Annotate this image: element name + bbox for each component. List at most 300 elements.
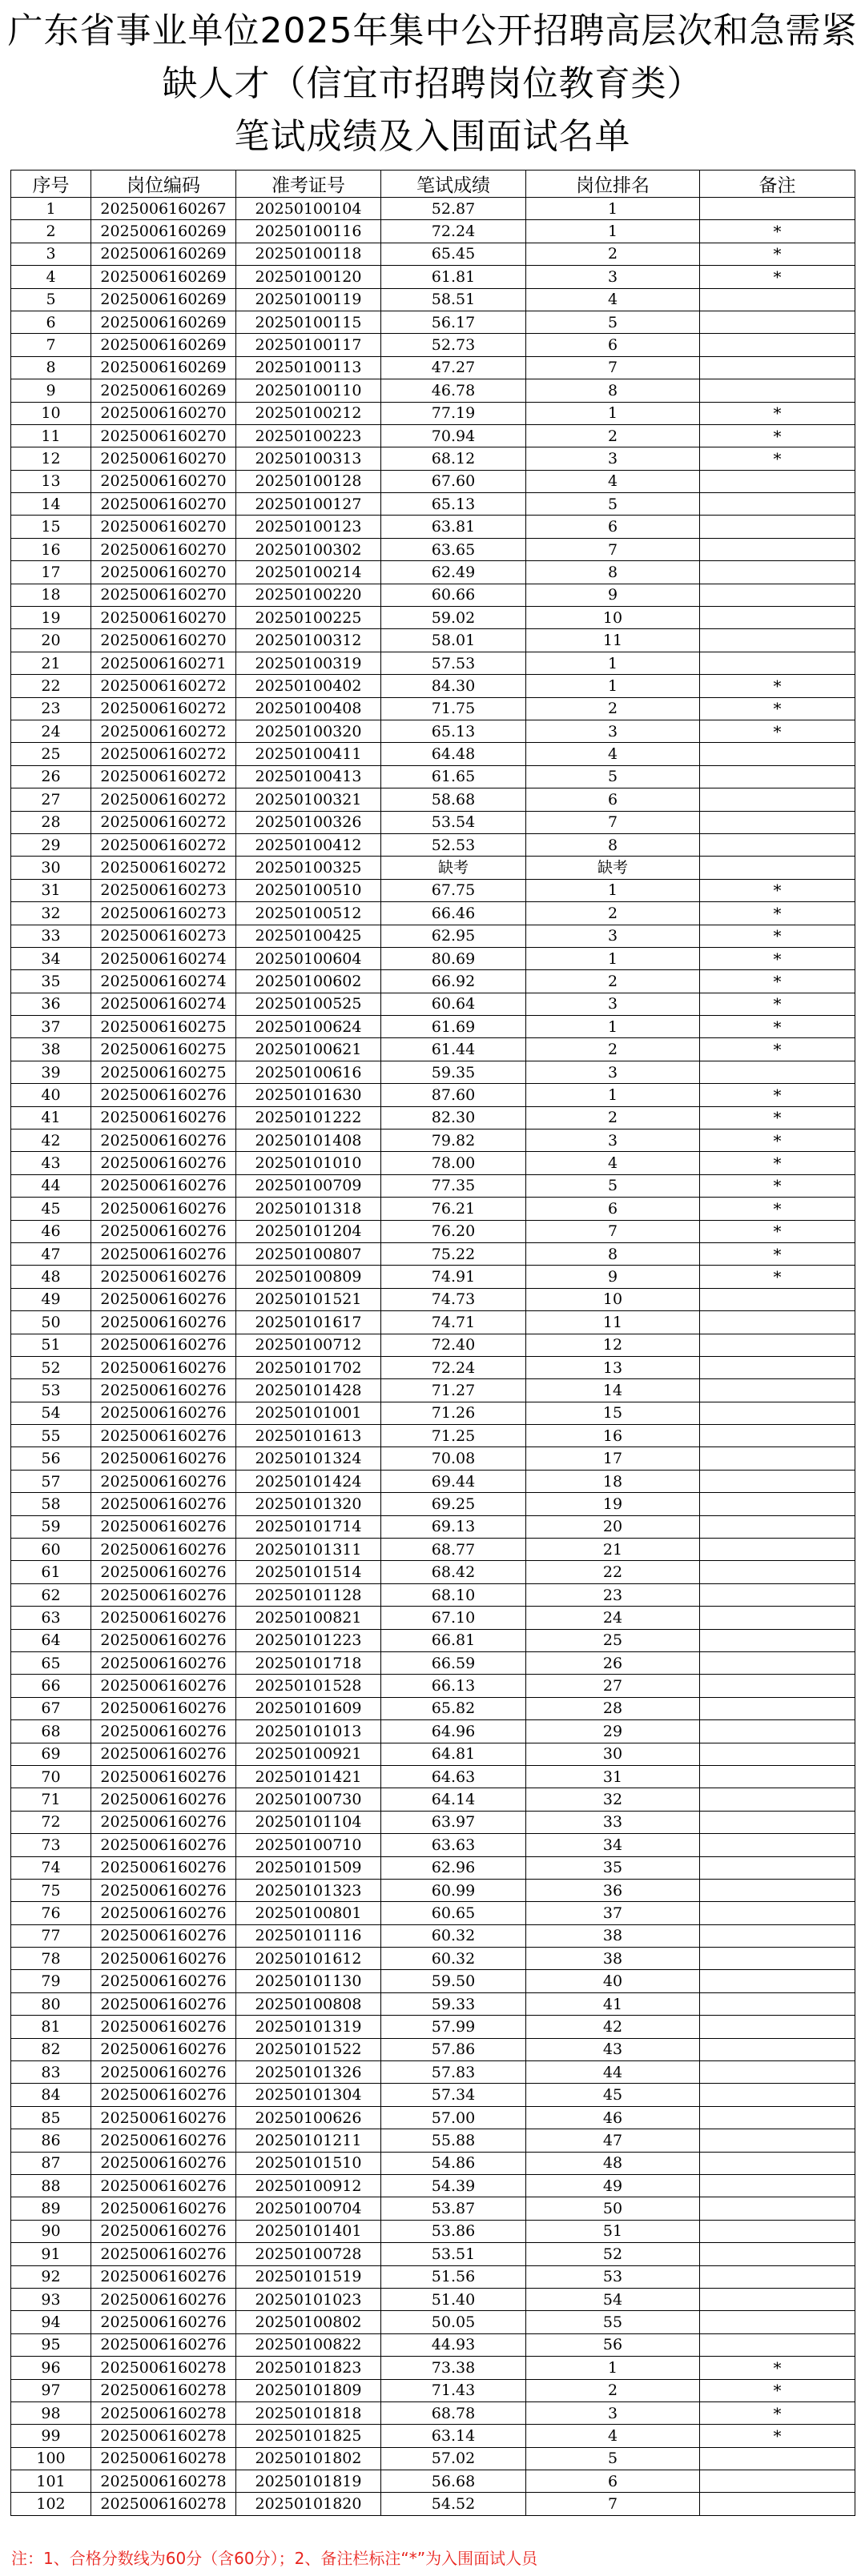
- cell-position-rank: 23: [526, 1583, 700, 1606]
- cell-written-score: 52.87: [381, 198, 526, 220]
- cell-position-code: 2025006160276: [91, 1198, 236, 1220]
- cell-ticket-number: 20250100117: [236, 334, 381, 356]
- cell-written-score: 67.10: [381, 1607, 526, 1629]
- cell-position-rank: 6: [526, 1198, 700, 1220]
- cell-written-score: 62.96: [381, 1856, 526, 1879]
- cell-serial: 101: [11, 2470, 91, 2493]
- cell-remarks: *: [700, 720, 855, 742]
- cell-position-code: 2025006160274: [91, 947, 236, 969]
- cell-position-rank: 15: [526, 1402, 700, 1424]
- table-row: [11, 2311, 855, 2333]
- cell-serial: 7: [11, 334, 91, 356]
- cell-ticket-number: 20250100118: [236, 243, 381, 265]
- cell-ticket-number: 20250100802: [236, 2311, 381, 2333]
- cell-serial: 17: [11, 561, 91, 584]
- cell-ticket-number: 20250101320: [236, 1493, 381, 1515]
- cell-serial: 51: [11, 1334, 91, 1356]
- cell-serial: 56: [11, 1447, 91, 1470]
- cell-serial: 88: [11, 2174, 91, 2197]
- cell-serial: 81: [11, 2016, 91, 2038]
- table-row: [11, 1515, 855, 1538]
- cell-position-code: 2025006160276: [91, 1493, 236, 1515]
- cell-position-code: 2025006160276: [91, 2333, 236, 2356]
- cell-remarks: [700, 1515, 855, 1538]
- cell-serial: 29: [11, 833, 91, 856]
- cell-position-rank: 1: [526, 1084, 700, 1106]
- table-row: [11, 1084, 855, 1106]
- cell-ticket-number: 20250100113: [236, 356, 381, 379]
- cell-position-code: 2025006160276: [91, 1130, 236, 1152]
- cell-serial: 96: [11, 2357, 91, 2379]
- cell-remarks: [700, 1856, 855, 1879]
- cell-position-rank: 1: [526, 402, 700, 424]
- cell-serial: 67: [11, 1697, 91, 1719]
- cell-serial: 73: [11, 1834, 91, 1856]
- cell-remarks: *: [700, 402, 855, 424]
- cell-serial: 40: [11, 1084, 91, 1106]
- cell-position-rank: 49: [526, 2174, 700, 2197]
- table-row: [11, 2333, 855, 2356]
- table-row: [11, 2106, 855, 2129]
- cell-remarks: *: [700, 697, 855, 720]
- cell-ticket-number: 20250100822: [236, 2333, 381, 2356]
- cell-position-rank: 56: [526, 2333, 700, 2356]
- cell-ticket-number: 20250101612: [236, 1948, 381, 1970]
- header-serial: 序号: [11, 171, 91, 198]
- cell-ticket-number: 20250101510: [236, 2152, 381, 2174]
- table-row: [11, 811, 855, 833]
- cell-ticket-number: 20250100402: [236, 675, 381, 697]
- cell-position-rank: 5: [526, 765, 700, 788]
- cell-remarks: [700, 2038, 855, 2060]
- cell-serial: 90: [11, 2220, 91, 2242]
- cell-written-score: 61.44: [381, 1038, 526, 1061]
- cell-position-code: 2025006160273: [91, 879, 236, 901]
- table-row: [11, 2265, 855, 2288]
- table-row: [11, 1788, 855, 1811]
- cell-serial: 53: [11, 1379, 91, 1402]
- table-row: [11, 2379, 855, 2401]
- cell-remarks: *: [700, 220, 855, 243]
- cell-written-score: 70.94: [381, 424, 526, 447]
- cell-ticket-number: 20250101702: [236, 1356, 381, 1378]
- cell-remarks: *: [700, 1016, 855, 1038]
- cell-position-code: 2025006160276: [91, 1583, 236, 1606]
- cell-written-score: 61.65: [381, 765, 526, 788]
- cell-position-code: 2025006160270: [91, 629, 236, 652]
- table-row: [11, 1697, 855, 1719]
- table-row: [11, 765, 855, 788]
- cell-written-score: 68.12: [381, 447, 526, 470]
- cell-remarks: [700, 2493, 855, 2515]
- cell-serial: 98: [11, 2401, 91, 2424]
- cell-ticket-number: 20250100604: [236, 947, 381, 969]
- cell-serial: 70: [11, 1765, 91, 1788]
- table-row: [11, 993, 855, 1015]
- cell-remarks: [700, 1948, 855, 1970]
- cell-written-score: 65.13: [381, 720, 526, 742]
- cell-serial: 64: [11, 1629, 91, 1651]
- cell-remarks: [700, 1992, 855, 2015]
- cell-position-code: 2025006160269: [91, 220, 236, 243]
- cell-serial: 1: [11, 198, 91, 220]
- cell-position-rank: 2: [526, 697, 700, 720]
- cell-ticket-number: 20250101128: [236, 1583, 381, 1606]
- cell-written-score: 63.14: [381, 2425, 526, 2447]
- cell-position-code: 2025006160270: [91, 538, 236, 560]
- cell-position-rank: 9: [526, 584, 700, 606]
- cell-written-score: 53.87: [381, 2197, 526, 2220]
- cell-position-rank: 8: [526, 833, 700, 856]
- cell-written-score: 65.45: [381, 243, 526, 265]
- cell-remarks: [700, 1788, 855, 1811]
- cell-position-code: 2025006160276: [91, 1948, 236, 1970]
- cell-position-rank: 50: [526, 2197, 700, 2220]
- cell-remarks: [700, 2084, 855, 2106]
- cell-serial: 92: [11, 2265, 91, 2288]
- cell-position-rank: 5: [526, 2447, 700, 2470]
- table-row: [11, 1561, 855, 1583]
- cell-written-score: 63.81: [381, 516, 526, 538]
- table-row: [11, 925, 855, 947]
- cell-remarks: [700, 2174, 855, 2197]
- cell-written-score: 69.13: [381, 1515, 526, 1538]
- cell-remarks: *: [700, 2425, 855, 2447]
- table-row: [11, 1242, 855, 1265]
- cell-ticket-number: 20250100320: [236, 720, 381, 742]
- cell-remarks: [700, 1652, 855, 1675]
- table-row: [11, 493, 855, 516]
- cell-position-rank: 30: [526, 1743, 700, 1765]
- cell-ticket-number: 20250100220: [236, 584, 381, 606]
- cell-remarks: [700, 1970, 855, 1992]
- cell-position-code: 2025006160269: [91, 356, 236, 379]
- cell-ticket-number: 20250101211: [236, 2129, 381, 2152]
- cell-serial: 12: [11, 447, 91, 470]
- cell-remarks: [700, 765, 855, 788]
- cell-written-score: 46.78: [381, 379, 526, 402]
- cell-position-rank: 38: [526, 1924, 700, 1947]
- cell-ticket-number: 20250101424: [236, 1470, 381, 1492]
- cell-remarks: [700, 1697, 855, 1719]
- cell-remarks: [700, 629, 855, 652]
- cell-position-rank: 1: [526, 2357, 700, 2379]
- cell-serial: 63: [11, 1607, 91, 1629]
- cell-ticket-number: 20250100728: [236, 2243, 381, 2265]
- cell-serial: 55: [11, 1425, 91, 1447]
- cell-remarks: [700, 1675, 855, 1697]
- cell-position-rank: 1: [526, 198, 700, 220]
- cell-remarks: [700, 2265, 855, 2288]
- cell-ticket-number: 20250101609: [236, 1697, 381, 1719]
- cell-serial: 9: [11, 379, 91, 402]
- cell-ticket-number: 20250101326: [236, 2061, 381, 2084]
- cell-serial: 97: [11, 2379, 91, 2401]
- cell-position-code: 2025006160273: [91, 925, 236, 947]
- cell-position-rank: 3: [526, 1130, 700, 1152]
- cell-serial: 36: [11, 993, 91, 1015]
- cell-written-score: 71.26: [381, 1402, 526, 1424]
- table-row: [11, 947, 855, 969]
- cell-position-rank: 2: [526, 2379, 700, 2401]
- cell-position-rank: 1: [526, 879, 700, 901]
- cell-written-score: 74.91: [381, 1266, 526, 1288]
- cell-position-code: 2025006160278: [91, 2425, 236, 2447]
- cell-serial: 45: [11, 1198, 91, 1220]
- cell-position-code: 2025006160276: [91, 1402, 236, 1424]
- cell-remarks: [700, 1356, 855, 1378]
- cell-remarks: [700, 2016, 855, 2038]
- cell-remarks: [700, 1924, 855, 1947]
- cell-serial: 72: [11, 1811, 91, 1833]
- cell-serial: 76: [11, 1902, 91, 1924]
- cell-ticket-number: 20250100110: [236, 379, 381, 402]
- cell-ticket-number: 20250101204: [236, 1220, 381, 1242]
- table-row: [11, 1879, 855, 1901]
- cell-written-score: 59.35: [381, 1061, 526, 1083]
- cell-written-score: 60.99: [381, 1879, 526, 1901]
- cell-remarks: [700, 1061, 855, 1083]
- cell-position-code: 2025006160276: [91, 2220, 236, 2242]
- cell-ticket-number: 20250100616: [236, 1061, 381, 1083]
- cell-ticket-number: 20250100214: [236, 561, 381, 584]
- cell-written-score: 77.19: [381, 402, 526, 424]
- cell-position-code: 2025006160276: [91, 1311, 236, 1334]
- table-row: [11, 1174, 855, 1197]
- cell-written-score: 57.53: [381, 652, 526, 674]
- cell-serial: 28: [11, 811, 91, 833]
- cell-remarks: [700, 811, 855, 833]
- cell-position-code: 2025006160270: [91, 470, 236, 492]
- cell-position-rank: 18: [526, 1470, 700, 1492]
- cell-ticket-number: 20250100510: [236, 879, 381, 901]
- cell-position-code: 2025006160276: [91, 1470, 236, 1492]
- cell-ticket-number: 20250100119: [236, 288, 381, 311]
- cell-position-rank: 3: [526, 720, 700, 742]
- cell-remarks: [700, 470, 855, 492]
- cell-remarks: [700, 2447, 855, 2470]
- cell-position-code: 2025006160276: [91, 2129, 236, 2152]
- cell-position-rank: 2: [526, 243, 700, 265]
- cell-remarks: [700, 1447, 855, 1470]
- cell-remarks: [700, 788, 855, 811]
- cell-serial: 25: [11, 743, 91, 765]
- cell-remarks: *: [700, 675, 855, 697]
- cell-remarks: *: [700, 266, 855, 288]
- cell-ticket-number: 20250101001: [236, 1402, 381, 1424]
- cell-written-score: 57.86: [381, 2038, 526, 2060]
- cell-position-code: 2025006160278: [91, 2447, 236, 2470]
- cell-written-score: 53.86: [381, 2220, 526, 2242]
- cell-ticket-number: 20250100116: [236, 220, 381, 243]
- cell-serial: 93: [11, 2288, 91, 2310]
- cell-written-score: 53.54: [381, 811, 526, 833]
- cell-position-code: 2025006160276: [91, 1561, 236, 1583]
- cell-position-rank: 3: [526, 2401, 700, 2424]
- cell-remarks: [700, 379, 855, 402]
- cell-written-score: 59.33: [381, 1992, 526, 2015]
- cell-remarks: [700, 1561, 855, 1583]
- table-row: [11, 2174, 855, 2197]
- cell-position-rank: 53: [526, 2265, 700, 2288]
- table-row: [11, 2470, 855, 2493]
- cell-position-rank: 1: [526, 1016, 700, 1038]
- table-row: [11, 198, 855, 220]
- cell-position-rank: 5: [526, 1174, 700, 1197]
- cell-ticket-number: 20250100123: [236, 516, 381, 538]
- cell-remarks: [700, 1834, 855, 1856]
- table-row: [11, 1130, 855, 1152]
- cell-position-code: 2025006160273: [91, 902, 236, 925]
- cell-position-rank: 47: [526, 2129, 700, 2152]
- table-row: [11, 1970, 855, 1992]
- cell-written-score: 57.99: [381, 2016, 526, 2038]
- cell-position-rank: 26: [526, 1652, 700, 1675]
- cell-position-rank: 6: [526, 516, 700, 538]
- table-row: [11, 1061, 855, 1083]
- cell-position-rank: 48: [526, 2152, 700, 2174]
- cell-position-rank: 1: [526, 652, 700, 674]
- cell-position-code: 2025006160275: [91, 1038, 236, 1061]
- cell-remarks: [700, 1425, 855, 1447]
- cell-position-rank: 10: [526, 1288, 700, 1310]
- cell-position-rank: 32: [526, 1788, 700, 1811]
- cell-position-rank: 1: [526, 220, 700, 243]
- table-row: [11, 516, 855, 538]
- cell-position-code: 2025006160276: [91, 1356, 236, 1378]
- cell-serial: 99: [11, 2425, 91, 2447]
- table-row: [11, 2197, 855, 2220]
- cell-position-rank: 11: [526, 629, 700, 652]
- cell-position-code: 2025006160270: [91, 447, 236, 470]
- cell-remarks: [700, 1902, 855, 1924]
- cell-position-code: 2025006160276: [91, 1652, 236, 1675]
- cell-position-code: 2025006160276: [91, 1242, 236, 1265]
- cell-position-rank: 7: [526, 1220, 700, 1242]
- cell-serial: 94: [11, 2311, 91, 2333]
- cell-written-score: 74.71: [381, 1311, 526, 1334]
- cell-written-score: 50.05: [381, 2311, 526, 2333]
- cell-written-score: 66.46: [381, 902, 526, 925]
- cell-position-code: 2025006160270: [91, 493, 236, 516]
- table-row: [11, 1992, 855, 2015]
- cell-ticket-number: 20250100712: [236, 1334, 381, 1356]
- cell-written-score: 59.02: [381, 607, 526, 629]
- cell-ticket-number: 20250100809: [236, 1266, 381, 1288]
- cell-written-score: 67.75: [381, 879, 526, 901]
- cell-ticket-number: 20250100413: [236, 765, 381, 788]
- table-row: [11, 720, 855, 742]
- cell-position-code: 2025006160272: [91, 743, 236, 765]
- cell-serial: 100: [11, 2447, 91, 2470]
- cell-ticket-number: 20250100104: [236, 198, 381, 220]
- table-row: [11, 2016, 855, 2038]
- cell-position-code: 2025006160276: [91, 1515, 236, 1538]
- table-row: [11, 1447, 855, 1470]
- table-row: [11, 1220, 855, 1242]
- cell-written-score: 60.32: [381, 1948, 526, 1970]
- cell-remarks: *: [700, 2357, 855, 2379]
- table-header-row: [11, 171, 855, 198]
- cell-ticket-number: 20250101428: [236, 1379, 381, 1402]
- cell-position-rank: 44: [526, 2061, 700, 2084]
- cell-serial: 68: [11, 1720, 91, 1743]
- cell-position-rank: 40: [526, 1970, 700, 1992]
- table-row: [11, 902, 855, 925]
- cell-serial: 78: [11, 1948, 91, 1970]
- cell-written-score: 53.51: [381, 2243, 526, 2265]
- cell-position-code: 2025006160275: [91, 1061, 236, 1083]
- cell-position-code: 2025006160276: [91, 1379, 236, 1402]
- cell-position-code: 2025006160275: [91, 1016, 236, 1038]
- table-row: [11, 1311, 855, 1334]
- cell-position-code: 2025006160276: [91, 1174, 236, 1197]
- cell-remarks: [700, 1539, 855, 1561]
- cell-position-code: 2025006160276: [91, 1788, 236, 1811]
- table-row: [11, 1288, 855, 1310]
- cell-written-score: 51.56: [381, 2265, 526, 2288]
- table-row: [11, 2401, 855, 2424]
- cell-position-code: 2025006160276: [91, 1992, 236, 2015]
- cell-ticket-number: 20250101311: [236, 1539, 381, 1561]
- cell-position-code: 2025006160276: [91, 1629, 236, 1651]
- cell-remarks: [700, 1720, 855, 1743]
- cell-serial: 47: [11, 1242, 91, 1265]
- results-table: [10, 170, 855, 2516]
- cell-ticket-number: 20250100319: [236, 652, 381, 674]
- cell-written-score: 60.64: [381, 993, 526, 1015]
- cell-position-code: 2025006160276: [91, 1902, 236, 1924]
- cell-serial: 95: [11, 2333, 91, 2356]
- cell-position-code: 2025006160276: [91, 2016, 236, 2038]
- cell-remarks: [700, 584, 855, 606]
- cell-position-code: 2025006160270: [91, 516, 236, 538]
- cell-remarks: [700, 2152, 855, 2174]
- cell-serial: 60: [11, 1539, 91, 1561]
- table-row: [11, 379, 855, 402]
- cell-position-code: 2025006160276: [91, 2038, 236, 2060]
- cell-remarks: [700, 1334, 855, 1356]
- cell-serial: 87: [11, 2152, 91, 2174]
- cell-remarks: [700, 493, 855, 516]
- cell-serial: 74: [11, 1856, 91, 1879]
- cell-remarks: [700, 198, 855, 220]
- cell-written-score: 68.42: [381, 1561, 526, 1583]
- cell-written-score: 64.48: [381, 743, 526, 765]
- cell-position-rank: 6: [526, 334, 700, 356]
- cell-ticket-number: 20250100704: [236, 2197, 381, 2220]
- cell-position-code: 2025006160272: [91, 857, 236, 879]
- cell-remarks: [700, 311, 855, 333]
- cell-position-rank: 5: [526, 493, 700, 516]
- cell-ticket-number: 20250101630: [236, 1084, 381, 1106]
- cell-ticket-number: 20250100624: [236, 1016, 381, 1038]
- cell-ticket-number: 20250101401: [236, 2220, 381, 2242]
- cell-written-score: 54.86: [381, 2152, 526, 2174]
- cell-position-rank: 8: [526, 379, 700, 402]
- cell-serial: 35: [11, 970, 91, 993]
- cell-position-code: 2025006160276: [91, 1106, 236, 1129]
- cell-remarks: [700, 857, 855, 879]
- cell-serial: 84: [11, 2084, 91, 2106]
- cell-serial: 46: [11, 1220, 91, 1242]
- cell-ticket-number: 20250100313: [236, 447, 381, 470]
- cell-written-score: 56.17: [381, 311, 526, 333]
- cell-serial: 80: [11, 1992, 91, 2015]
- cell-position-rank: 3: [526, 266, 700, 288]
- cell-ticket-number: 20250101323: [236, 1879, 381, 1901]
- cell-serial: 49: [11, 1288, 91, 1310]
